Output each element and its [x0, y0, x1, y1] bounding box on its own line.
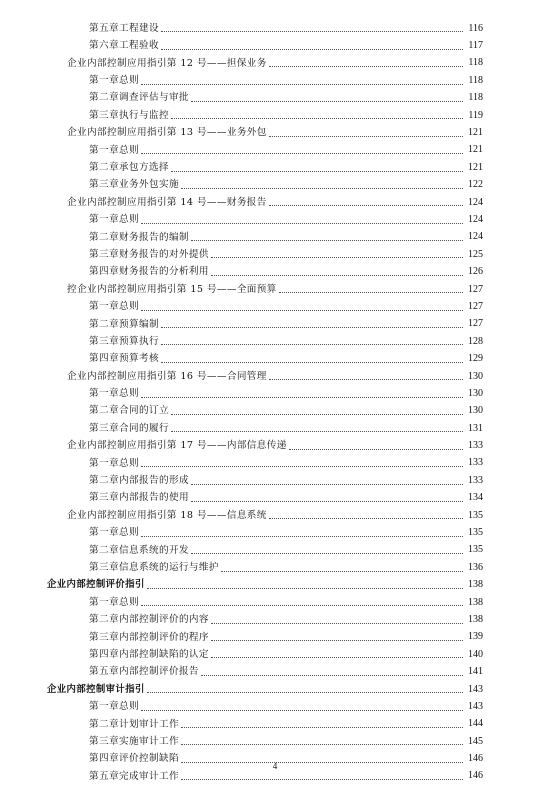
toc-entry-title: 企业内部控制应用指引第 12 号——担保业务 [67, 57, 267, 69]
toc-leader-dots [141, 309, 463, 311]
toc-entry[interactable] [0, 281, 550, 298]
toc-entry[interactable] [0, 542, 550, 559]
toc-entry-page: 145 [468, 735, 483, 747]
toc-leader-dots [141, 222, 463, 224]
toc-leader-dots [279, 291, 463, 293]
toc-leader-dots [147, 587, 463, 589]
toc-leader-dots [181, 187, 463, 189]
toc-entry-page: 125 [468, 248, 483, 260]
toc-entry[interactable] [0, 142, 550, 159]
toc-entry[interactable] [0, 455, 550, 472]
toc-entry[interactable] [0, 177, 550, 194]
toc-entry-title: 第四章预算考核 [89, 353, 159, 365]
toc-entry-title: 企业内部控制应用指引第 13 号——业务外包 [67, 127, 267, 139]
toc-entry-title: 第一章总则 [89, 75, 139, 87]
toc-entry-page: 146 [468, 770, 483, 782]
toc-entry-title: 第四章评价控制缺陷 [89, 753, 179, 765]
toc-leader-dots [171, 430, 463, 432]
toc-entry-title: 第三章内部控制评价的程序 [89, 631, 209, 643]
toc-entry-page: 135 [468, 544, 483, 556]
toc-entry[interactable] [0, 37, 550, 54]
toc-entry-title: 第二章调查评估与审批 [89, 92, 189, 104]
toc-leader-dots [147, 691, 463, 693]
toc-entry-page: 143 [468, 700, 483, 712]
toc-entry-page: 131 [468, 422, 483, 434]
toc-entry-title: 第一章总则 [89, 701, 139, 713]
toc-entry-page: 121 [468, 144, 483, 156]
toc-entry-page: 130 [468, 370, 483, 382]
toc-entry-title: 第六章工程验收 [89, 40, 159, 52]
toc-entry[interactable] [0, 559, 550, 576]
toc-entry[interactable] [0, 716, 550, 733]
toc-leader-dots [211, 656, 463, 658]
toc-entry-page: 117 [468, 40, 483, 52]
toc-entry-title: 第一章总则 [89, 301, 139, 313]
toc-entry-title: 第二章内部控制评价的内容 [89, 614, 209, 626]
toc-leader-dots [161, 343, 463, 345]
toc-leader-dots [191, 552, 463, 554]
toc-entry-page: 127 [468, 300, 483, 312]
toc-entry[interactable] [0, 629, 550, 646]
toc-leader-dots [269, 204, 463, 206]
toc-entry-title: 第三章财务报告的对外提供 [89, 248, 209, 260]
toc-entry[interactable] [0, 611, 550, 628]
toc-entry-page: 138 [468, 613, 483, 625]
toc-leader-dots [191, 483, 463, 485]
toc-entry-page: 121 [468, 161, 483, 173]
toc-entry-page: 136 [468, 561, 483, 573]
toc-entry-page: 133 [468, 457, 483, 469]
toc-entry-title: 第二章承包方选择 [89, 162, 169, 174]
toc-leader-dots [141, 604, 463, 606]
toc-entry-page: 118 [468, 57, 483, 69]
toc-entry-page: 133 [468, 474, 483, 486]
page-number: 4 [272, 761, 278, 771]
toc-entry-page: 130 [468, 405, 483, 417]
toc-entry-page: 124 [468, 231, 483, 243]
toc-leader-dots [289, 448, 463, 450]
toc-entry-title: 第三章业务外包实施 [89, 179, 179, 191]
toc-entry-title: 第一章总则 [89, 457, 139, 469]
toc-leader-dots [191, 500, 463, 502]
toc-leader-dots [161, 326, 463, 328]
toc-leader-dots [269, 65, 463, 67]
toc-entry-title: 第三章预算执行 [89, 335, 159, 347]
toc-entry[interactable] [0, 385, 550, 402]
toc-entry[interactable] [0, 698, 550, 715]
toc-leader-dots [161, 30, 463, 32]
toc-entry[interactable] [0, 90, 550, 107]
toc-entry-page: 128 [468, 335, 483, 347]
toc-leader-dots [181, 778, 463, 780]
toc-entry-title: 企业内部控制应用指引第 18 号——信息系统 [67, 509, 267, 521]
toc-entry-page: 124 [468, 213, 483, 225]
toc-entry[interactable] [0, 159, 550, 176]
toc-entry-page: 143 [468, 683, 483, 695]
toc-leader-dots [269, 517, 463, 519]
toc-leader-dots [141, 152, 463, 154]
table-of-contents [0, 20, 550, 785]
toc-leader-dots [141, 83, 463, 85]
toc-entry[interactable] [0, 472, 550, 489]
toc-entry-title: 第四章内部控制缺陷的认定 [89, 648, 209, 660]
toc-entry[interactable] [0, 316, 550, 333]
toc-entry[interactable] [0, 524, 550, 541]
toc-entry-title: 第三章内部报告的使用 [89, 492, 189, 504]
toc-entry-title: 第三章信息系统的运行与维护 [89, 562, 219, 573]
toc-entry-page: 138 [468, 579, 483, 591]
toc-leader-dots [171, 170, 463, 172]
toc-entry-page: 118 [468, 92, 483, 104]
toc-leader-dots [211, 256, 463, 258]
toc-leader-dots [181, 726, 463, 728]
toc-entry-title: 控企业内部控制应用指引第 15 号——全面预算 [67, 283, 277, 295]
toc-entry-page: 134 [468, 492, 483, 504]
toc-leader-dots [201, 674, 463, 676]
toc-leader-dots [191, 100, 463, 102]
toc-entry[interactable] [0, 490, 550, 507]
toc-entry[interactable] [0, 124, 550, 141]
toc-leader-dots [161, 361, 463, 363]
toc-entry-page: 121 [468, 127, 483, 139]
toc-entry-title: 第三章合同的履行 [89, 422, 169, 434]
toc-entry[interactable] [0, 403, 550, 420]
toc-entry-page: 139 [468, 631, 483, 643]
toc-entry-title: 企业内部控制应用指引第 17 号——内部信息传递 [67, 440, 287, 452]
toc-leader-dots [141, 465, 463, 467]
toc-entry[interactable] [0, 733, 550, 750]
toc-entry[interactable] [0, 107, 550, 124]
toc-entry[interactable] [0, 333, 550, 350]
toc-entry-page: 127 [468, 283, 483, 295]
toc-entry-page: 124 [468, 196, 483, 208]
toc-entry[interactable] [0, 55, 550, 72]
toc-entry-title: 第一章总则 [89, 527, 139, 539]
toc-entry[interactable] [0, 20, 550, 37]
toc-entry[interactable] [0, 72, 550, 89]
toc-entry[interactable] [0, 298, 550, 315]
toc-entry-page: 118 [468, 74, 483, 86]
toc-entry-page: 130 [468, 387, 483, 399]
toc-entry[interactable] [0, 194, 550, 211]
toc-leader-dots [211, 622, 463, 624]
toc-entry-page: 144 [468, 718, 483, 730]
toc-entry-title: 第一章总则 [89, 388, 139, 400]
toc-entry-title: 第二章财务报告的编制 [89, 231, 189, 243]
toc-entry-title: 第二章内部报告的形成 [89, 475, 189, 487]
toc-entry-page: 119 [468, 109, 483, 121]
toc-leader-dots [221, 570, 463, 572]
toc-entry-page: 140 [468, 648, 483, 660]
toc-entry-page: 141 [468, 666, 483, 678]
toc-leader-dots [161, 48, 463, 50]
toc-leader-dots [171, 117, 463, 119]
toc-entry[interactable] [0, 350, 550, 367]
toc-entry-page: 116 [468, 22, 483, 34]
toc-entry-title: 第二章信息系统的开发 [89, 544, 189, 556]
toc-leader-dots [141, 396, 463, 398]
toc-entry-title: 企业内部控制评价指引 [47, 579, 145, 591]
toc-entry-page: 135 [468, 527, 483, 539]
toc-leader-dots [269, 378, 463, 380]
toc-entry-title: 第三章实施审计工作 [89, 735, 179, 747]
toc-entry[interactable] [0, 646, 550, 663]
toc-entry-page: 138 [468, 596, 483, 608]
toc-leader-dots [191, 239, 463, 241]
toc-entry-page: 129 [468, 353, 483, 365]
toc-entry[interactable] [0, 246, 550, 263]
toc-entry-title: 第一章总则 [89, 596, 139, 608]
toc-entry-title: 第三章执行与监控 [89, 109, 169, 121]
toc-entry-title: 第二章预算编制 [89, 318, 159, 330]
toc-entry-title: 第五章内部控制评价报告 [89, 666, 199, 678]
toc-entry[interactable] [0, 229, 550, 246]
toc-leader-dots [181, 743, 463, 745]
toc-entry-page: 135 [468, 509, 483, 521]
toc-entry-title: 企业内部控制应用指引第 14 号——财务报告 [67, 196, 267, 208]
toc-entry[interactable] [0, 577, 550, 594]
toc-entry[interactable] [0, 211, 550, 228]
toc-leader-dots [211, 639, 463, 641]
toc-entry-title: 第二章计划审计工作 [89, 718, 179, 730]
toc-leader-dots [269, 135, 463, 137]
toc-entry[interactable] [0, 368, 550, 385]
toc-leader-dots [211, 274, 463, 276]
toc-entry[interactable] [0, 263, 550, 280]
toc-entry-title: 第四章财务报告的分析利用 [89, 266, 209, 278]
toc-entry[interactable] [0, 420, 550, 437]
toc-leader-dots [141, 535, 463, 537]
toc-entry-title: 第一章总则 [89, 214, 139, 226]
toc-entry-title: 第一章总则 [89, 144, 139, 156]
toc-entry-title: 企业内部控制应用指引第 16 号——合同管理 [67, 370, 267, 382]
toc-entry[interactable] [0, 663, 550, 680]
toc-entry[interactable] [0, 437, 550, 454]
toc-entry-page: 133 [468, 440, 483, 452]
toc-entry-page: 126 [468, 266, 483, 278]
toc-entry[interactable] [0, 594, 550, 611]
toc-entry[interactable] [0, 507, 550, 524]
toc-entry-page: 127 [468, 318, 483, 330]
toc-entry[interactable] [0, 681, 550, 698]
toc-entry-title: 第五章完成审计工作 [89, 770, 179, 782]
toc-entry-title: 企业内部控制审计指引 [47, 683, 145, 695]
toc-leader-dots [171, 413, 463, 415]
toc-entry-page: 122 [468, 179, 483, 191]
toc-entry-title: 第二章合同的订立 [89, 405, 169, 417]
toc-entry-page: 146 [468, 753, 483, 765]
toc-leader-dots [141, 709, 463, 711]
toc-entry-title: 第五章工程建设 [89, 22, 159, 34]
